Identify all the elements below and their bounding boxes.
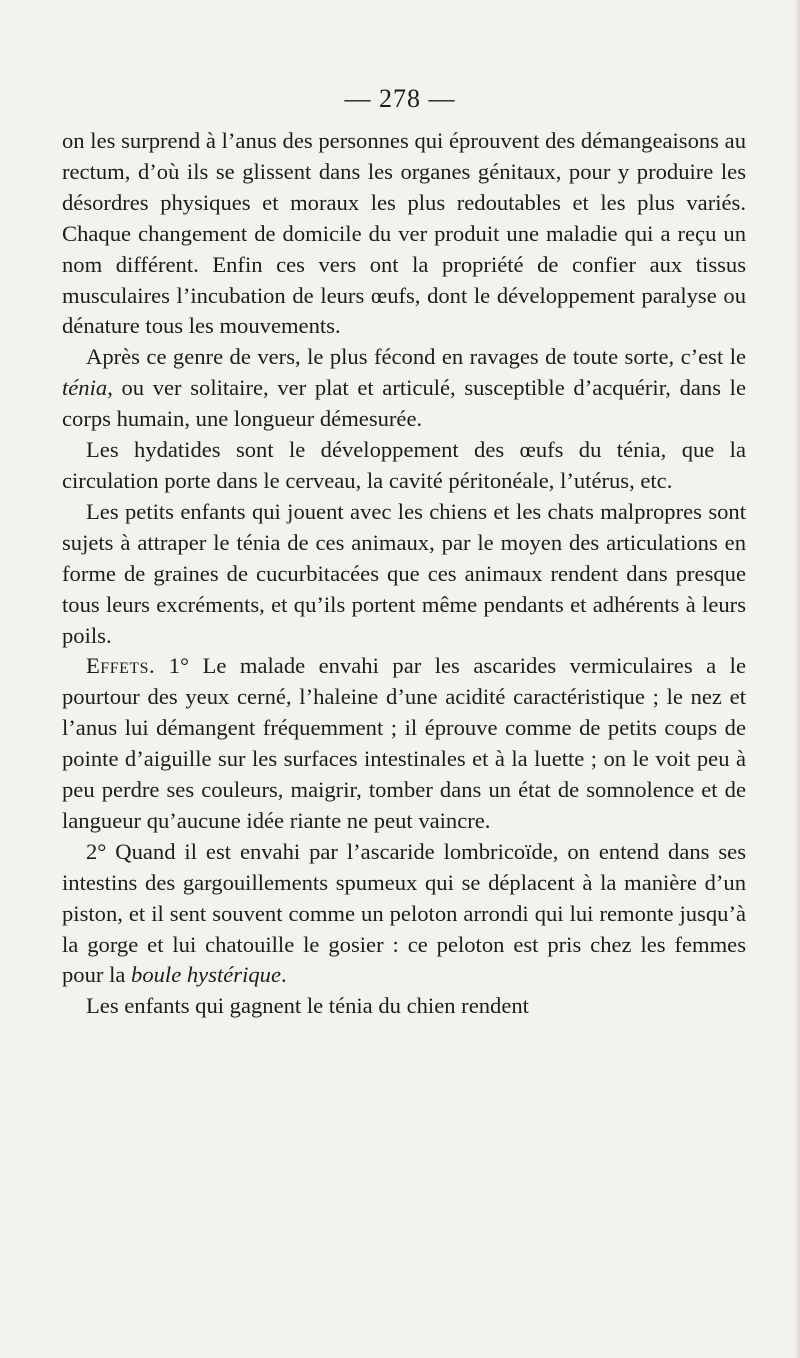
paragraph-text: . — [281, 962, 287, 988]
paragraph-text: , ou ver solitaire, ver plat et articulé, susceptible d’acquérir, dans le corps humain, une longueur démesurée. — [62, 375, 746, 432]
paragraph-hydatides: Les hydatides sont le développement des œufs du ténia, que la circulation porte dans le cerveau, la cavité péritonéale, l’utérus, etc. — [62, 437, 746, 493]
paragraph-continuation: on les surprend à l’anus des personnes qui éprouvent des démangeaisons au rectum, d’où ils se glissent dans les organes génitaux, pour y produire les désordres physiques et moraux les plus redoutables et les plus variés. Chaque changement de domicile du ver produit une maladie qui a reçu un nom différent. Enfin ces vers ont la propriété de confier aux tissus musculaires l’incubation de leurs œufs, dont le développement paralyse ou dénature tous les mouvements. — [62, 128, 746, 339]
section-label: Effets. — [86, 653, 156, 679]
paragraph-effects-2 — [62, 837, 746, 992]
paragraph-text: 1° Le malade envahi par les ascarides vermiculaires a le pourtour des yeux cerné, l’haleine d’une acidité caractéristique ; le nez et l’anus lui démangent fréquemment ; il éprouve comme de petits coups de pointe d’aiguille sur les surfaces intestinales et à la luette ; on le voit peu à peu perdre ses couleurs, maigrir, tomber dans un état de somnolence et de langueur qu’aucune idée riante ne peut vaincre. — [62, 653, 746, 833]
page-text — [62, 126, 746, 1022]
paragraph-text: Après ce genre de vers, le plus fécond en ravages de toute sorte, c’est le — [86, 344, 746, 370]
paragraph-text: 2° Quand il est envahi par l’ascaride lombricoïde, on entend dans ses intestins des gargouillements spumeux qui se déplacent à la manière d’un piston, et il sent souvent comme un peloton arrondi qui lui remonte jusqu’à la gorge et lui chatouille le gosier : ce peloton est pris chez les femmes pour la — [62, 838, 746, 988]
page-edge — [794, 0, 800, 1358]
italic-term: boule hystérique — [131, 962, 281, 988]
paragraph-final: Les enfants qui gagnent le ténia du chien rendent — [86, 993, 529, 1019]
italic-term: ténia — [62, 375, 108, 401]
page-number: — 278 — — [344, 84, 456, 113]
paragraph-effects-1 — [62, 651, 746, 836]
paragraph-tenia — [62, 342, 746, 435]
paragraph-children: Les petits enfants qui jouent avec les chiens et les chats malpropres sont sujets à attraper le ténia de ces animaux, par le moyen des articulations en forme de graines de cucurbitacées que ces animaux rendent dans presque tous leurs excréments, et qu’ils portent même pendants et adhérents à leurs poils. — [62, 498, 746, 648]
